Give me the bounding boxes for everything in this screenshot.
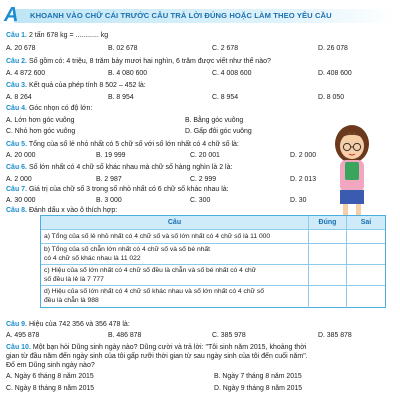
question-number: Câu 2.	[6, 58, 28, 65]
header-label: Câu	[167, 219, 182, 226]
question-number: Câu 1.	[6, 32, 28, 39]
book-icon	[345, 162, 359, 180]
option-b[interactable]: B. 02 678	[108, 45, 138, 52]
question-1	[6, 31, 108, 40]
option-b[interactable]: B. 19 999	[96, 152, 126, 159]
option-b[interactable]: B. 3 000	[96, 197, 122, 204]
question-2	[6, 57, 271, 66]
header-label: Đúng	[318, 219, 337, 226]
statement-text: có 4 chữ số khác nhau là 11 022	[44, 255, 141, 262]
statement-text: b) Tổng của số chẵn lớn nhất có 4 chữ số và số bé nhất	[44, 246, 210, 253]
header-cell-false	[347, 216, 385, 229]
statement-cell	[41, 265, 309, 285]
question-text: 2 tấn 678 kg = ............ kg	[28, 32, 109, 39]
question-number: Câu 7.	[6, 186, 28, 193]
statement-text: đều là chẵn là 988	[44, 297, 99, 304]
table-row	[41, 244, 385, 265]
table-row	[41, 265, 385, 286]
question-number: Câu 8.	[6, 207, 28, 214]
true-false-table	[40, 215, 386, 308]
section-title: KHOANH VÀO CHỮ CÁI TRƯỚC CÂU TRẢ LỜI ĐÚNG HOẶC LÀM THEO YÊU CẦU	[30, 11, 332, 20]
question-text: Tổng của số lẻ nhỏ nhất có 5 chữ số với số lớn nhất có 4 chữ số là:	[28, 141, 239, 148]
true-checkbox[interactable]	[309, 286, 347, 308]
question-9	[6, 320, 130, 329]
question-10-line-3: Đố em Dũng sinh ngày nào?	[6, 362, 95, 369]
option-c[interactable]: C. 20 001	[190, 152, 220, 159]
option-b[interactable]: B. Ngày 7 tháng 8 năm 2015	[214, 373, 302, 380]
false-checkbox[interactable]	[347, 265, 385, 285]
option-d[interactable]: D. 2 000	[290, 152, 317, 159]
statement-text: a) Tổng của số lẻ nhỏ nhất có 4 chữ số và số lớn nhất có 4 chữ số là 11 000	[44, 233, 271, 240]
option-d[interactable]: D. Gấp đôi góc vuông	[185, 128, 252, 135]
section-letter: A	[4, 4, 19, 26]
question-text: Giá trị của chữ số 3 trong số nhỏ nhất có 6 chữ số khác nhau là:	[28, 186, 229, 193]
option-b[interactable]: B. 8 954	[108, 94, 134, 101]
true-checkbox[interactable]	[309, 265, 347, 285]
option-c[interactable]: C. 4 008 600	[212, 70, 252, 77]
table-row	[41, 286, 385, 308]
question-3	[6, 81, 146, 90]
question-number: Câu 4.	[6, 105, 28, 112]
question-number: Câu 5.	[6, 141, 28, 148]
option-c[interactable]: C. 8 954	[212, 94, 239, 101]
question-text: Số lớn nhất có 4 chữ số khác nhau mà chữ số hàng nghìn là 2 là:	[28, 164, 233, 171]
header-cell-question	[41, 216, 309, 229]
false-checkbox[interactable]	[347, 244, 385, 264]
option-c[interactable]: C. 2 999	[190, 176, 217, 183]
option-a[interactable]: A. Ngày 6 tháng 8 năm 2015	[6, 373, 94, 380]
girl-illustration	[326, 118, 378, 226]
statement-text: số đều là lẻ là 7 777	[44, 276, 104, 283]
question-number: Câu 6.	[6, 164, 28, 171]
question-6	[6, 163, 232, 172]
question-number: Câu 10.	[6, 344, 31, 351]
question-text: Một bạn hỏi Dũng sinh ngày nào? Dũng cười và trả lời: "Tôi sinh năm 2015, khoảng thời	[32, 344, 307, 351]
statement-cell	[41, 244, 309, 264]
question-7	[6, 185, 229, 194]
option-c[interactable]: C. 2 678	[212, 45, 239, 52]
option-b[interactable]: B. 4 080 600	[108, 70, 148, 77]
option-d[interactable]: D. 385 878	[318, 332, 352, 339]
table-header-row	[41, 216, 385, 230]
header-label: Sai	[360, 219, 372, 226]
statement-cell	[41, 286, 309, 308]
true-checkbox[interactable]	[309, 230, 347, 243]
question-text: Kết quả của phép tính 8 502 – 452 là:	[28, 82, 146, 89]
question-text: Hiệu của 742 356 và 356 478 là:	[28, 321, 130, 328]
question-10	[6, 343, 306, 352]
question-5	[6, 140, 239, 149]
option-a[interactable]: A. 8 264	[6, 94, 32, 101]
option-a[interactable]: A. 495 878	[6, 332, 40, 339]
option-a[interactable]: A. 2 000	[6, 176, 32, 183]
statement-text: d) Hiệu của số lớn nhất có 4 chữ số khác nhau và số lớn nhất có 4 chữ số	[44, 288, 264, 295]
option-a[interactable]: A. 4 872 600	[6, 70, 46, 77]
question-4	[6, 104, 92, 113]
question-text: Đánh dấu x vào ô thích hợp:	[28, 207, 118, 214]
false-checkbox[interactable]	[347, 230, 385, 243]
option-a[interactable]: A. Lớn hơn góc vuông	[6, 117, 75, 124]
option-d[interactable]: D. 26 078	[318, 45, 348, 52]
question-number: Câu 3.	[6, 82, 28, 89]
true-checkbox[interactable]	[309, 244, 347, 264]
question-8	[6, 206, 117, 215]
question-10-line-2: gian từ đầu năm đến ngày sinh của tôi gấp rưỡi thời gian từ sau ngày sinh của tôi đến cuối năm".	[6, 353, 308, 360]
option-c[interactable]: C. Nhỏ hơn góc vuông	[6, 128, 76, 135]
option-d[interactable]: D. 2 013	[290, 176, 317, 183]
option-d[interactable]: D. 30	[290, 197, 307, 204]
option-a[interactable]: A. 20 678	[6, 45, 36, 52]
option-d[interactable]: D. Ngày 9 tháng 8 năm 2015	[214, 385, 303, 392]
question-text: Góc nhọn có độ lớn:	[28, 105, 93, 112]
option-c[interactable]: C. Ngày 8 tháng 8 năm 2015	[6, 385, 95, 392]
option-b[interactable]: B. 2 987	[96, 176, 122, 183]
false-checkbox[interactable]	[347, 286, 385, 308]
statement-text: c) Hiệu của số lớn nhất có 4 chữ số đều là chẵn và số bé nhất có 4 chữ	[44, 267, 257, 274]
option-a[interactable]: A. 20 000	[6, 152, 36, 159]
option-d[interactable]: D. 408 600	[318, 70, 352, 77]
table-row	[41, 230, 385, 244]
option-b[interactable]: B. Bằng góc vuông	[185, 117, 244, 124]
option-c[interactable]: C. 300	[190, 197, 211, 204]
option-b[interactable]: B. 486 878	[108, 332, 142, 339]
question-text: Số gồm có: 4 triệu, 8 trăm bảy mươi hai nghìn, 6 trăm được viết như thế nào?	[28, 58, 271, 65]
section-header	[4, 6, 396, 26]
statement-cell	[41, 230, 309, 243]
option-d[interactable]: D. 8 050	[318, 94, 345, 101]
skirt-shape	[340, 190, 364, 204]
option-a[interactable]: A. 30 000	[6, 197, 36, 204]
question-number: Câu 9.	[6, 321, 28, 328]
option-c[interactable]: C. 385 978	[212, 332, 246, 339]
header-cell-true	[309, 216, 347, 229]
